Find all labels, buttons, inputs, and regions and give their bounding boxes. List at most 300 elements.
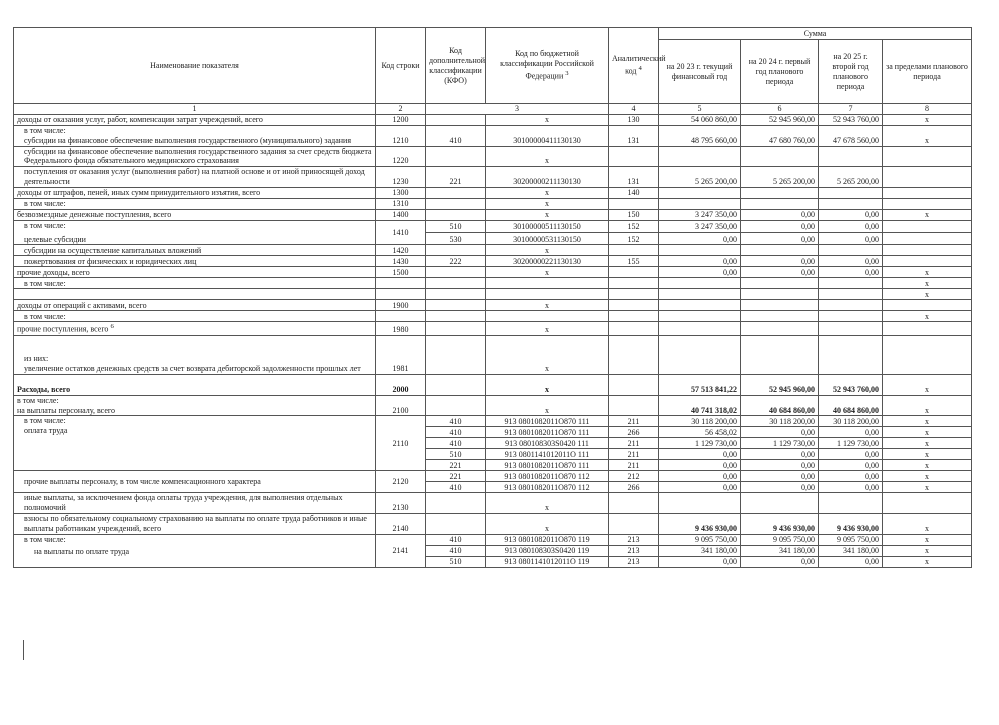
table-row bbox=[14, 256, 972, 267]
table-row bbox=[14, 514, 972, 535]
row-value-4: x bbox=[883, 427, 972, 438]
header-sum: Сумма bbox=[659, 28, 972, 40]
row-bk: 30200000221130130 bbox=[486, 256, 609, 267]
row-code: 1500 bbox=[376, 267, 426, 278]
row-value-3: 0,00 bbox=[819, 267, 883, 278]
table-row bbox=[14, 198, 972, 209]
row-analytic bbox=[609, 289, 659, 300]
row-name-text: увеличение остатков денежных средств за счет возврата дебиторской задолженности прошлых лет bbox=[24, 364, 361, 374]
row-value-2: 52 945 960,00 bbox=[741, 115, 819, 126]
row-kfo bbox=[426, 311, 486, 322]
table-row bbox=[14, 187, 972, 198]
table-row bbox=[14, 126, 972, 147]
row-code: 1410 bbox=[376, 220, 426, 245]
row-value-1: 57 513 841,22 bbox=[659, 374, 741, 395]
row-analytic bbox=[609, 311, 659, 322]
row-value-2 bbox=[741, 322, 819, 335]
row-bk: x bbox=[486, 493, 609, 514]
row-bk: x bbox=[486, 300, 609, 311]
row-code: 2141 bbox=[376, 534, 426, 567]
row-value-2: 30 118 200,00 bbox=[741, 416, 819, 427]
row-value-1: 341 180,00 bbox=[659, 545, 741, 556]
row-value-1: 3 247 350,00 bbox=[659, 220, 741, 232]
row-value-3 bbox=[819, 300, 883, 311]
table-row bbox=[14, 395, 972, 416]
colnum: 4 bbox=[609, 104, 659, 115]
row-code: 2110 bbox=[376, 416, 426, 471]
row-analytic: 211 bbox=[609, 416, 659, 427]
row-bk: x bbox=[486, 395, 609, 416]
row-name: пожертвования от физических и юридических лиц bbox=[14, 256, 376, 267]
row-value-1: 0,00 bbox=[659, 233, 741, 245]
row-name: субсидии на финансовое обеспечение выполнения государственного задания за счет средств бюджета Федерального фонда обязательного медицинского страхования bbox=[14, 146, 376, 167]
row-analytic: 152 bbox=[609, 220, 659, 232]
header-analytic-text: Аналитический код bbox=[612, 54, 666, 76]
financial-plan-table bbox=[13, 27, 972, 568]
row-value-1 bbox=[659, 187, 741, 198]
row-bk: x bbox=[486, 335, 609, 374]
row-analytic bbox=[609, 322, 659, 335]
row-value-4: x bbox=[883, 311, 972, 322]
row-value-4 bbox=[883, 300, 972, 311]
table-body bbox=[14, 115, 972, 568]
table-row bbox=[14, 220, 972, 232]
row-name: субсидии на осуществление капитальных вложений bbox=[14, 245, 376, 256]
row-kfo: 410 bbox=[426, 545, 486, 556]
row-value-3: 341 180,00 bbox=[819, 545, 883, 556]
row-analytic: 150 bbox=[609, 209, 659, 220]
row-value-2 bbox=[741, 335, 819, 374]
row-code: 1230 bbox=[376, 167, 426, 188]
row-code: 2100 bbox=[376, 395, 426, 416]
row-kfo bbox=[426, 322, 486, 335]
row-value-2: 0,00 bbox=[741, 427, 819, 438]
row-kfo bbox=[426, 300, 486, 311]
row-value-4: x bbox=[883, 267, 972, 278]
row-subheading: из них: bbox=[24, 354, 49, 364]
row-bk: x bbox=[486, 374, 609, 395]
row-kfo bbox=[426, 514, 486, 535]
row-value-2 bbox=[741, 245, 819, 256]
row-subheading: в том числе: bbox=[24, 416, 66, 426]
row-value-1: 1 129 730,00 bbox=[659, 438, 741, 449]
row-kfo: 410 bbox=[426, 126, 486, 147]
row-bk: 30100000411130130 bbox=[486, 126, 609, 147]
row-analytic bbox=[609, 514, 659, 535]
row-code: 1980 bbox=[376, 322, 426, 335]
row-value-4 bbox=[883, 493, 972, 514]
row-value-3: 0,00 bbox=[819, 233, 883, 245]
row-code: 1420 bbox=[376, 245, 426, 256]
row-analytic: 266 bbox=[609, 482, 659, 493]
row-value-2 bbox=[741, 300, 819, 311]
row-value-4: x bbox=[883, 556, 972, 567]
table-row bbox=[14, 115, 972, 126]
header-year-3: на 20 25 г. второй год планового периода bbox=[819, 40, 883, 104]
row-value-3: 9 436 930,00 bbox=[819, 514, 883, 535]
row-value-3: 0,00 bbox=[819, 556, 883, 567]
row-value-1: 0,00 bbox=[659, 449, 741, 460]
header-kfo: Код дополнительной классификации (КФО) bbox=[426, 28, 486, 104]
row-value-4: x bbox=[883, 449, 972, 460]
row-value-2: 0,00 bbox=[741, 209, 819, 220]
table-row bbox=[14, 322, 972, 335]
table-row bbox=[14, 493, 972, 514]
row-value-1: 0,00 bbox=[659, 460, 741, 471]
table-row bbox=[14, 335, 972, 374]
table-row bbox=[14, 311, 972, 322]
row-name bbox=[14, 126, 376, 147]
row-value-3: 0,00 bbox=[819, 427, 883, 438]
row-value-2: 0,00 bbox=[741, 267, 819, 278]
row-bk: 913 0801082011О870 119 bbox=[486, 534, 609, 545]
row-value-3 bbox=[819, 289, 883, 300]
row-code: 1900 bbox=[376, 300, 426, 311]
row-name bbox=[14, 322, 376, 335]
header-name: Наименование показателя bbox=[14, 28, 376, 104]
row-analytic bbox=[609, 245, 659, 256]
row-value-4: x bbox=[883, 534, 972, 545]
row-value-2: 0,00 bbox=[741, 449, 819, 460]
row-kfo: 410 bbox=[426, 438, 486, 449]
row-value-4: x bbox=[883, 438, 972, 449]
row-name-text: прочие поступления, всего bbox=[17, 325, 109, 335]
column-number-row bbox=[14, 104, 972, 115]
header-analytic bbox=[609, 28, 666, 104]
row-name: доходы от штрафов, пеней, иных сумм принудительного изъятия, всего bbox=[14, 187, 376, 198]
row-value-3: 52 943 760,00 bbox=[819, 115, 883, 126]
row-value-4: x bbox=[883, 115, 972, 126]
row-value-3 bbox=[819, 322, 883, 335]
row-analytic bbox=[609, 278, 659, 289]
row-bk bbox=[486, 311, 609, 322]
row-analytic bbox=[609, 395, 659, 416]
row-value-3 bbox=[819, 493, 883, 514]
row-value-3: 0,00 bbox=[819, 220, 883, 232]
row-analytic: 266 bbox=[609, 427, 659, 438]
row-bk: x bbox=[486, 245, 609, 256]
row-value-1 bbox=[659, 311, 741, 322]
table-row bbox=[14, 245, 972, 256]
colnum: 5 bbox=[659, 104, 741, 115]
row-value-2: 47 680 760,00 bbox=[741, 126, 819, 147]
colnum: 7 bbox=[819, 104, 883, 115]
row-value-4: x bbox=[883, 482, 972, 493]
row-value-2 bbox=[741, 493, 819, 514]
row-value-2 bbox=[741, 198, 819, 209]
header-bk-text: Код по бюджетной классификации Российской Федерации bbox=[500, 49, 594, 81]
row-kfo bbox=[426, 245, 486, 256]
row-code: 1210 bbox=[376, 126, 426, 147]
row-analytic: 155 bbox=[609, 256, 659, 267]
row-value-1: 0,00 bbox=[659, 482, 741, 493]
table-row bbox=[14, 146, 972, 167]
row-kfo: 410 bbox=[426, 427, 486, 438]
row-value-4: x bbox=[883, 460, 972, 471]
row-value-2: 1 129 730,00 bbox=[741, 438, 819, 449]
row-value-4 bbox=[883, 233, 972, 245]
row-code bbox=[376, 278, 426, 289]
row-analytic: 211 bbox=[609, 449, 659, 460]
row-value-4 bbox=[883, 245, 972, 256]
row-kfo: 410 bbox=[426, 482, 486, 493]
row-value-2 bbox=[741, 311, 819, 322]
row-code bbox=[376, 311, 426, 322]
table-row bbox=[14, 167, 972, 188]
row-value-3: 0,00 bbox=[819, 256, 883, 267]
row-analytic bbox=[609, 374, 659, 395]
row-code: 2120 bbox=[376, 471, 426, 493]
row-value-3: 52 943 760,00 bbox=[819, 374, 883, 395]
row-value-4 bbox=[883, 187, 972, 198]
row-code: 1981 bbox=[376, 335, 426, 374]
row-value-2: 341 180,00 bbox=[741, 545, 819, 556]
row-bk: 913 0801082011О870 111 bbox=[486, 416, 609, 427]
row-value-4 bbox=[883, 322, 972, 335]
row-name: взносы по обязательному социальному страхованию на выплаты по оплате труда работников и иные выплаты работникам учреждений, всего bbox=[14, 514, 376, 535]
row-bk: x bbox=[486, 115, 609, 126]
row-name: поступления от оказания услуг (выполнения работ) на платной основе и от иной приносящей доход деятельности bbox=[14, 167, 376, 188]
row-value-4: x bbox=[883, 545, 972, 556]
table-row bbox=[14, 300, 972, 311]
row-value-3: 40 684 860,00 bbox=[819, 395, 883, 416]
row-name: в том числе: bbox=[14, 311, 376, 322]
row-value-4: x bbox=[883, 126, 972, 147]
row-value-3: 9 095 750,00 bbox=[819, 534, 883, 545]
row-bk: 913 080108303S0420 119 bbox=[486, 545, 609, 556]
row-value-4: x bbox=[883, 395, 972, 416]
row-value-3 bbox=[819, 335, 883, 374]
row-value-1: 54 060 860,00 bbox=[659, 115, 741, 126]
row-bk: 30200000211130130 bbox=[486, 167, 609, 188]
row-analytic: 131 bbox=[609, 126, 659, 147]
row-subheading: в том числе: bbox=[24, 534, 66, 544]
row-name bbox=[14, 416, 376, 471]
header-bk-sup: 3 bbox=[565, 70, 569, 78]
colnum: 3 bbox=[426, 104, 609, 115]
row-value-2: 9 095 750,00 bbox=[741, 534, 819, 545]
row-name: в том числе: bbox=[14, 198, 376, 209]
row-value-2 bbox=[741, 146, 819, 167]
row-kfo bbox=[426, 198, 486, 209]
row-kfo: 530 bbox=[426, 233, 486, 245]
row-value-1: 30 118 200,00 bbox=[659, 416, 741, 427]
row-name: в том числе: bbox=[14, 278, 376, 289]
row-code: 1300 bbox=[376, 187, 426, 198]
row-value-3: 1 129 730,00 bbox=[819, 438, 883, 449]
row-value-3 bbox=[819, 146, 883, 167]
row-value-2: 0,00 bbox=[741, 556, 819, 567]
row-kfo bbox=[426, 335, 486, 374]
row-kfo bbox=[426, 374, 486, 395]
row-value-2: 0,00 bbox=[741, 471, 819, 482]
table-row bbox=[14, 374, 972, 395]
row-value-3: 0,00 bbox=[819, 471, 883, 482]
row-name-text: на выплаты персоналу, всего bbox=[17, 405, 115, 415]
row-value-2: 0,00 bbox=[741, 460, 819, 471]
row-name: доходы от операций с активами, всего bbox=[14, 300, 376, 311]
row-value-4 bbox=[883, 220, 972, 232]
row-value-2: 0,00 bbox=[741, 220, 819, 232]
footnote-sup: 6 bbox=[110, 323, 114, 331]
table-row bbox=[14, 209, 972, 220]
row-analytic bbox=[609, 335, 659, 374]
row-bk: x bbox=[486, 514, 609, 535]
row-code: 1430 bbox=[376, 256, 426, 267]
row-kfo: 222 bbox=[426, 256, 486, 267]
row-value-4: x bbox=[883, 278, 972, 289]
row-value-3: 0,00 bbox=[819, 209, 883, 220]
row-value-3 bbox=[819, 187, 883, 198]
colnum: 8 bbox=[883, 104, 972, 115]
row-name bbox=[14, 395, 376, 416]
row-value-1 bbox=[659, 146, 741, 167]
row-bk: 913 080108303S0420 111 bbox=[486, 438, 609, 449]
header-year-1: на 20 23 г. текущий финансовый год bbox=[659, 40, 741, 104]
row-value-4: x bbox=[883, 209, 972, 220]
table-row bbox=[14, 289, 972, 300]
row-value-4: x bbox=[883, 416, 972, 427]
row-analytic: 140 bbox=[609, 187, 659, 198]
row-value-3: 5 265 200,00 bbox=[819, 167, 883, 188]
row-kfo bbox=[426, 289, 486, 300]
row-name bbox=[14, 289, 376, 300]
row-value-1 bbox=[659, 335, 741, 374]
row-value-3: 30 118 200,00 bbox=[819, 416, 883, 427]
colnum: 1 bbox=[14, 104, 376, 115]
row-value-1: 5 265 200,00 bbox=[659, 167, 741, 188]
row-value-1 bbox=[659, 493, 741, 514]
header-code: Код строки bbox=[376, 28, 426, 104]
row-kfo: 410 bbox=[426, 416, 486, 427]
row-analytic: 213 bbox=[609, 534, 659, 545]
row-bk: x bbox=[486, 322, 609, 335]
row-analytic: 211 bbox=[609, 460, 659, 471]
row-value-1: 0,00 bbox=[659, 256, 741, 267]
row-bk: x bbox=[486, 187, 609, 198]
row-value-4 bbox=[883, 335, 972, 374]
row-bk: 913 0801082011О870 112 bbox=[486, 482, 609, 493]
table-row bbox=[14, 471, 972, 482]
row-value-1: 0,00 bbox=[659, 267, 741, 278]
row-name: прочие выплаты персоналу, в том числе компенсационного характера bbox=[14, 471, 376, 493]
row-value-2 bbox=[741, 187, 819, 198]
row-value-3: 0,00 bbox=[819, 460, 883, 471]
row-bk: x bbox=[486, 146, 609, 167]
row-analytic: 130 bbox=[609, 115, 659, 126]
row-kfo bbox=[426, 146, 486, 167]
row-code: 2140 bbox=[376, 514, 426, 535]
row-name-text: на выплаты по оплате труда bbox=[34, 547, 130, 557]
row-code: 1310 bbox=[376, 198, 426, 209]
row-value-2: 9 436 930,00 bbox=[741, 514, 819, 535]
row-bk: x bbox=[486, 209, 609, 220]
row-name bbox=[14, 220, 376, 245]
row-kfo bbox=[426, 209, 486, 220]
table-row bbox=[14, 267, 972, 278]
row-value-2: 52 945 960,00 bbox=[741, 374, 819, 395]
row-value-3: 47 678 560,00 bbox=[819, 126, 883, 147]
row-kfo bbox=[426, 267, 486, 278]
table-row bbox=[14, 416, 972, 427]
row-kfo bbox=[426, 395, 486, 416]
row-analytic bbox=[609, 300, 659, 311]
row-code: 1400 bbox=[376, 209, 426, 220]
row-value-4: x bbox=[883, 289, 972, 300]
row-subheading: в том числе: bbox=[24, 126, 66, 135]
row-analytic bbox=[609, 493, 659, 514]
row-analytic bbox=[609, 267, 659, 278]
row-name: иные выплаты, за исключением фонда оплаты труда учреждения, для выполнения отдельных полномочий bbox=[14, 493, 376, 514]
row-bk bbox=[486, 289, 609, 300]
row-name: безвозмездные денежные поступления, всего bbox=[14, 209, 376, 220]
row-value-1: 9 436 930,00 bbox=[659, 514, 741, 535]
colnum: 6 bbox=[741, 104, 819, 115]
row-value-4: x bbox=[883, 374, 972, 395]
row-value-1 bbox=[659, 289, 741, 300]
row-bk: 30100000511130150 bbox=[486, 220, 609, 232]
row-bk: x bbox=[486, 267, 609, 278]
header-analytic-sup: 4 bbox=[638, 65, 642, 73]
row-name: прочие доходы, всего bbox=[14, 267, 376, 278]
row-value-1: 40 741 318,02 bbox=[659, 395, 741, 416]
row-name bbox=[14, 534, 376, 567]
row-analytic: 131 bbox=[609, 167, 659, 188]
row-kfo: 510 bbox=[426, 449, 486, 460]
row-kfo: 510 bbox=[426, 220, 486, 232]
row-analytic bbox=[609, 198, 659, 209]
row-name: доходы от оказания услуг, работ, компенсации затрат учреждений, всего bbox=[14, 115, 376, 126]
plan-document bbox=[13, 27, 973, 568]
row-value-1 bbox=[659, 278, 741, 289]
row-value-1 bbox=[659, 300, 741, 311]
row-value-1: 0,00 bbox=[659, 556, 741, 567]
row-value-4: x bbox=[883, 514, 972, 535]
header-bk bbox=[486, 28, 609, 104]
row-value-1: 9 095 750,00 bbox=[659, 534, 741, 545]
row-kfo: 221 bbox=[426, 471, 486, 482]
row-analytic: 211 bbox=[609, 438, 659, 449]
header-year-2: на 20 24 г. первый год планового периода bbox=[741, 40, 819, 104]
row-value-1: 48 795 660,00 bbox=[659, 126, 741, 147]
row-code: 2000 bbox=[376, 374, 426, 395]
row-value-2: 0,00 bbox=[741, 233, 819, 245]
row-value-4 bbox=[883, 146, 972, 167]
row-bk: 913 0801082011О870 111 bbox=[486, 460, 609, 471]
row-name-text: субсидии на финансовое обеспечение выполнения государственного (муниципального) задания bbox=[24, 135, 351, 145]
row-value-3 bbox=[819, 198, 883, 209]
row-name-text: целевые субсидии bbox=[24, 234, 86, 244]
row-analytic: 152 bbox=[609, 233, 659, 245]
row-analytic: 213 bbox=[609, 556, 659, 567]
row-bk: 913 0801141012011О 119 bbox=[486, 556, 609, 567]
row-analytic bbox=[609, 146, 659, 167]
row-value-1: 3 247 350,00 bbox=[659, 209, 741, 220]
row-code: 1220 bbox=[376, 146, 426, 167]
row-value-1 bbox=[659, 322, 741, 335]
row-bk: 30100000531130150 bbox=[486, 233, 609, 245]
row-name bbox=[14, 335, 376, 374]
row-bk: 913 0801082011О870 112 bbox=[486, 471, 609, 482]
row-name: Расходы, всего bbox=[14, 374, 376, 395]
row-kfo: 221 bbox=[426, 460, 486, 471]
row-value-4 bbox=[883, 256, 972, 267]
row-kfo: 221 bbox=[426, 167, 486, 188]
row-kfo: 510 bbox=[426, 556, 486, 567]
row-subheading: в том числе: bbox=[24, 220, 66, 230]
row-value-1: 56 458,02 bbox=[659, 427, 741, 438]
row-bk: x bbox=[486, 198, 609, 209]
